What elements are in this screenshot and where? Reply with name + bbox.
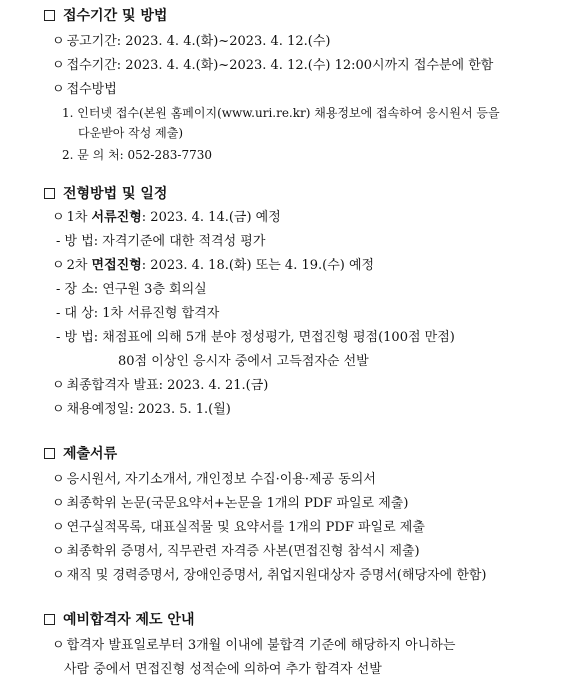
list-item: ㅇ 접수방법 xyxy=(52,82,117,97)
section-title-application: 접수기간 및 방법 xyxy=(44,8,167,26)
checkbox-square-icon xyxy=(44,614,55,625)
checkbox-square-icon xyxy=(44,10,55,21)
list-item: ㅇ 채용예정일: 2023. 5. 1.(월) xyxy=(52,402,231,417)
list-item: ㅇ 2차 면접진형: 2023. 4. 18.(화) 또는 4. 19.(수) 예정 xyxy=(52,258,375,273)
list-item: - 장 소: 연구원 3층 회의실 xyxy=(56,282,207,297)
list-item-continued: 다운받아 작성 제출) xyxy=(78,126,184,140)
checkbox-square-icon xyxy=(44,188,55,199)
section-title-documents: 제출서류 xyxy=(44,446,117,464)
list-item-continued: 80점 이상인 응시자 중에서 고득점자순 선발 xyxy=(118,354,369,369)
list-item: ㅇ 합격자 발표일로부터 3개월 이내에 불합격 기준에 해당하지 아니하는 xyxy=(52,638,456,653)
list-item: 1. 인터넷 접수(본원 홈페이지(www.uri.re.kr) 채용정보에 접속하여 응시원서 등을 xyxy=(62,106,500,120)
list-item: ㅇ 재직 및 경력증명서, 장애인증명서, 취업지원대상자 증명서(해당자에 한함) xyxy=(52,568,487,583)
list-item: - 방 법: 자격기준에 대한 적격성 평가 xyxy=(56,234,266,249)
section-title-reserve: 예비합격자 제도 안내 xyxy=(44,612,194,630)
list-item: ㅇ 공고기간: 2023. 4. 4.(화)~2023. 4. 12.(수) xyxy=(52,34,331,49)
checkbox-square-icon xyxy=(44,448,55,459)
list-item: ㅇ 응시원서, 자기소개서, 개인정보 수집·이용·제공 동의서 xyxy=(52,472,376,487)
list-item: - 대 상: 1차 서류진형 합격자 xyxy=(56,306,220,321)
list-item-continued: 사람 중에서 면접진형 성적순에 의하여 추가 합격자 선발 xyxy=(64,662,382,677)
list-item: ㅇ 최종학위 논문(국문요약서+논문을 1개의 PDF 파일로 제출) xyxy=(52,496,409,511)
list-item: - 방 법: 채점표에 의해 5개 분야 정성평가, 면접진형 평점(100점 만점) xyxy=(56,330,455,345)
list-item: ㅇ 연구실적목록, 대표실적물 및 요약서를 1개의 PDF 파일로 제출 xyxy=(52,520,425,535)
section-title-selection: 전형방법 및 일정 xyxy=(44,186,167,204)
list-item: ㅇ 접수기간: 2023. 4. 4.(화)~2023. 4. 12.(수) 12:00시까지 접수분에 한함 xyxy=(52,58,494,73)
list-item: 2. 문 의 처: 052-283-7730 xyxy=(62,148,212,162)
list-item: ㅇ 최종학위 증명서, 직무관련 자격증 사본(면접진형 참석시 제출) xyxy=(52,544,420,559)
list-item: ㅇ 최종합격자 발표: 2023. 4. 21.(금) xyxy=(52,378,269,393)
list-item: ㅇ 1차 서류진형: 2023. 4. 14.(금) 예정 xyxy=(52,210,281,225)
